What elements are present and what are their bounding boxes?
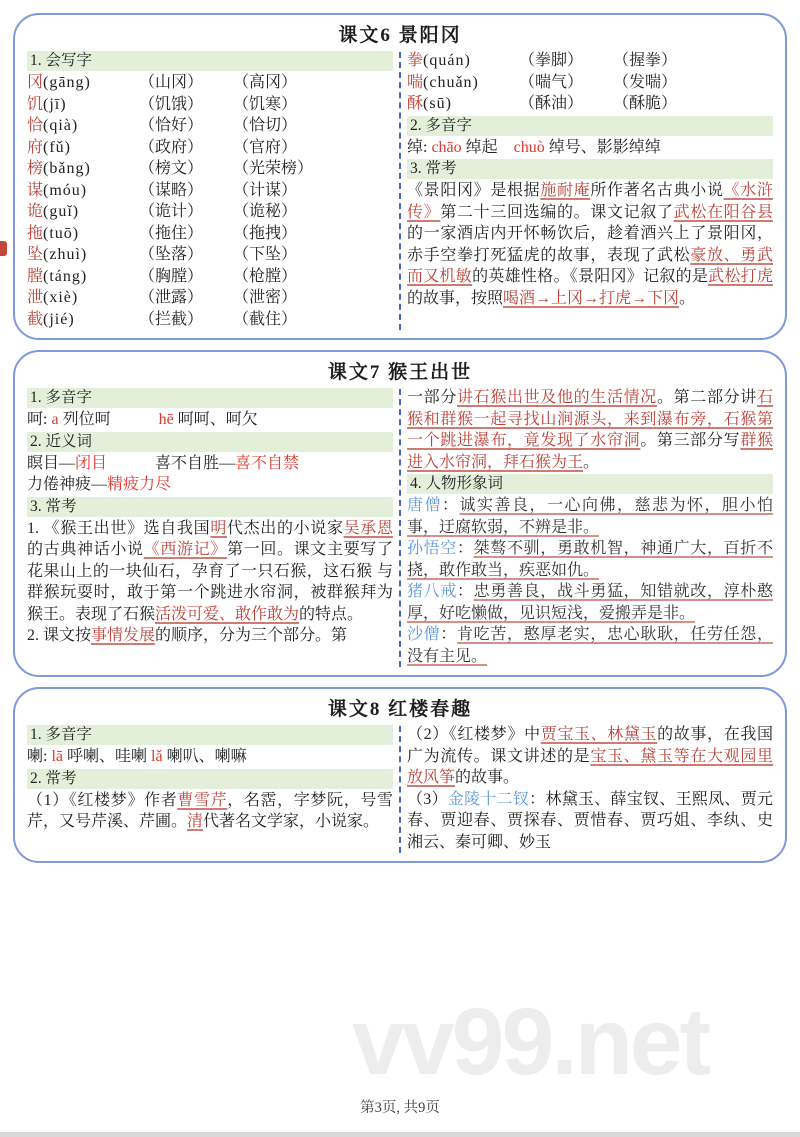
word-row: 截(jié) （拦截） （截住） xyxy=(27,310,298,328)
page-bottom-edge xyxy=(0,1132,800,1137)
section-heading: 1. 多音字 xyxy=(27,388,393,408)
word-row: 诡(guǐ) （诡计） （诡秘） xyxy=(27,203,298,220)
section-heading: 3. 常考 xyxy=(27,497,393,517)
word-row: 府(fǔ) （政府） （官府） xyxy=(27,138,298,156)
paragraph: 绰: chāo 绰起 chuò 绰号、影影绰绰 xyxy=(407,138,661,156)
section-heading: 2. 多音字 xyxy=(407,116,773,136)
word-row: 谋(móu) （谋略） （计谋） xyxy=(27,181,298,199)
lesson-left-column xyxy=(21,387,399,667)
word-row: 膛(táng) （胸膛） （枪膛） xyxy=(27,267,298,285)
word-row: 喘(chuǎn) （喘气） （发喘） xyxy=(407,73,678,91)
word-row: 坠(zhuì) （坠落） （下坠） xyxy=(27,246,298,263)
paragraph: 瞑目—闭目 喜不自胜—喜不自禁 xyxy=(27,454,300,472)
lesson-left-column xyxy=(21,50,399,330)
paragraph: 一部分讲石猴出世及他的生活情况。第二部分讲石猴和群猴一起寻找山涧源头，来到瀑布旁，石猴第一个跳进瀑布，竟发现了水帘洞。第三部分写群猴进入水帘洞，拜石猴为王。 xyxy=(407,389,773,471)
paragraph: 力倦神疲—精疲力尽 xyxy=(27,476,172,493)
word-row: 饥(jī) （饥饿） （饥寒） xyxy=(27,95,298,113)
paragraph: 沙僧：肯吃苦，憨厚老实，忠心耿耿，任劳任怨，没有主见。 xyxy=(407,626,773,665)
paragraph: 呵: a 列位呵 hē 呵呵、呵欠 xyxy=(27,411,258,428)
card-columns xyxy=(21,387,779,667)
word-row: 拖(tuō) （拖住） （拖拽） xyxy=(27,224,298,242)
lesson-title: 课文6 景阳冈 xyxy=(338,25,462,46)
word-row: 榜(bǎng) （榜文） （光荣榜） xyxy=(27,160,314,177)
paragraph: 唐僧：诚实善良，一心向佛，慈悲为怀，胆小怕事，迂腐软弱，不辨是非。 xyxy=(407,497,773,536)
lesson-card-8 xyxy=(13,687,787,863)
word-row: 恰(qià) （恰好） （恰切） xyxy=(27,117,298,134)
word-row: 冈(gāng) （山冈） （高冈） xyxy=(27,74,298,91)
paragraph: 喇: lā 呼喇、哇喇 lǎ 喇叭、喇嘛 xyxy=(27,748,247,765)
lesson-title: 课文8 红楼春趣 xyxy=(327,699,473,720)
section-heading: 3. 常考 xyxy=(407,159,773,179)
section-heading: 1. 多音字 xyxy=(27,725,393,745)
card-columns xyxy=(21,724,779,853)
word-row: 拳(quán) （拳脚） （握拳） xyxy=(407,52,678,69)
word-row: 泄(xiè) （泄露） （泄密） xyxy=(27,289,298,306)
word-row: 酥(sū) （酥油） （酥脆） xyxy=(407,95,678,112)
lesson-left-column xyxy=(21,724,399,853)
paragraph: 《景阳冈》是根据施耐庵所作著名古典小说《水浒传》第二十三回选编的。课文记叙了武松在阳谷县的一家酒店内开怀畅饮后，趁着酒兴上了景阳冈，赤手空拳打死猛虎的故事，表现了武松豪放、勇武而又机敏的英雄性格。《景阳冈》记叙的是武松打虎的故事，按照喝酒→上冈→打虎→下冈。 xyxy=(407,182,773,307)
watermark: vv99.net xyxy=(352,989,709,1095)
paragraph: （3）金陵十二钗：林黛玉、薛宝钗、王熙凤、贾元春、贾迎春、贾探春、贾惜春、贾巧姐、李纨、史湘云、秦可卿、妙玉 xyxy=(407,790,773,851)
card-columns xyxy=(21,50,779,330)
lesson-right-column xyxy=(401,50,779,330)
paragraph: 1. 《猴王出世》选自我国明代杰出的小说家吴承恩的古典神话小说《西游记》第一回。课文主要写了花果山上的一块仙石，孕育了一只石猴，这石猴 与群猴玩耍时，敢于第一个跳进水帘洞，被群猴拜为猴王。表现了石猴活泼可爱、敢作敢为的特点。 xyxy=(27,519,393,623)
paragraph: （2）《红楼梦》中贾宝玉、林黛玉的故事，在我国广为流传。课文讲述的是宝玉、黛玉等在大观园里放风筝的故事。 xyxy=(407,726,773,786)
lesson-card-6 xyxy=(13,13,787,340)
scan-artifact xyxy=(0,241,7,256)
section-heading: 2. 近义词 xyxy=(27,432,393,452)
paragraph: 2. 课文按事情发展的顺序，分为三个部分。第 xyxy=(27,627,348,644)
paragraph: 猪八戒：忠勇善良，战斗勇猛，知错就改，淳朴憨厚，好吃懒做，见识短浅，爱搬弄是非。 xyxy=(407,583,773,622)
page-number: 第3页, 共9页 xyxy=(360,1100,440,1116)
paragraph: 孙悟空：桀骜不驯，勇敢机智，神通广大，百折不挠，敢作敢当，疾恶如仇。 xyxy=(407,540,773,579)
paragraph: （1）《红楼梦》作者曹雪芹，名霑，字梦阮，号雪芹，又号芹溪、芹圃。清代著名文学家，小说家。 xyxy=(27,791,393,830)
lesson-right-column xyxy=(401,724,779,853)
section-heading: 2. 常考 xyxy=(27,769,393,789)
lesson-title: 课文7 猴王出世 xyxy=(327,362,473,383)
section-heading: 1. 会写字 xyxy=(27,51,393,71)
lesson-card-7 xyxy=(13,350,787,677)
lesson-right-column xyxy=(401,387,779,667)
section-heading: 4. 人物形象词 xyxy=(407,474,773,494)
